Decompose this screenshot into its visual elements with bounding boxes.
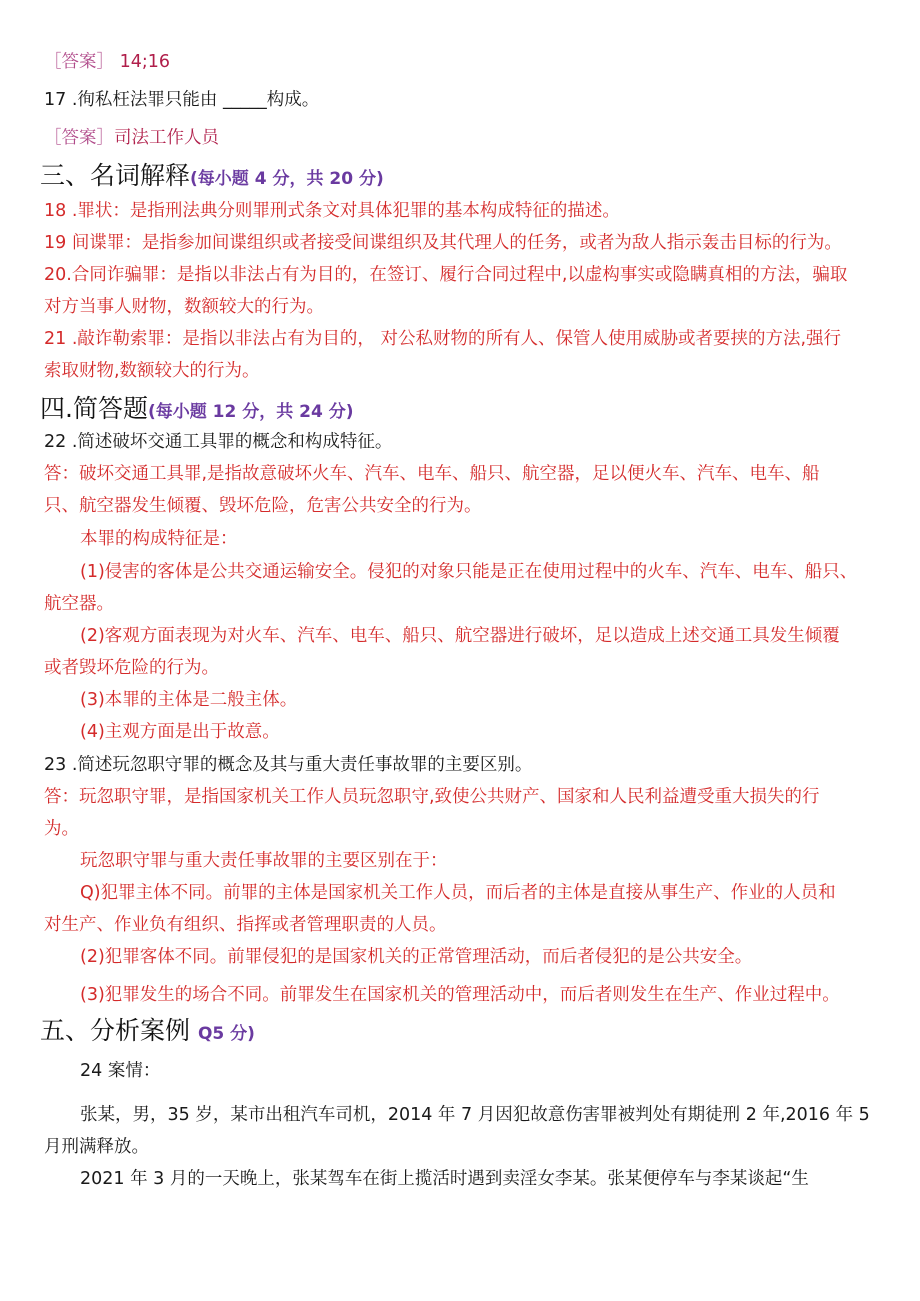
text-line-l08 [44, 295, 324, 319]
text-span: 或者毁坏危险的行为。 [44, 658, 219, 678]
text-line-l16 [80, 560, 857, 584]
text-span: 张某，男，35 岁，某市出租汽车司机，2014 年 7 月因犯故意伤害罪被判处有期徒刑 2 年,2016 年 5 [80, 1105, 870, 1125]
text-line-l34 [80, 1167, 809, 1191]
text-line-l02 [44, 88, 319, 112]
text-span: 21 .敲诈勒索罪：是指以非法占有为目的， 对公私财物的所有人、保管人使用威胁或者要挟的方法,强行 [44, 329, 842, 349]
text-line-l22 [44, 753, 532, 777]
text-span: 本罪的构成特征是： [80, 529, 238, 549]
text-span: 为。 [44, 819, 79, 839]
text-line-l23 [44, 785, 820, 809]
text-line-l19 [44, 656, 219, 680]
text-line-l06 [44, 231, 842, 255]
text-span: 玩忽职守罪与重大责任事故罪的主要区别在于： [80, 851, 448, 871]
text-line-l31 [80, 1059, 160, 1083]
text-span: 月刑满释放。 [44, 1137, 149, 1157]
text-span: 对生产、作业负有组织、指挥或者管理职责的人员。 [44, 915, 447, 935]
text-span: 14;16 [114, 52, 170, 72]
text-span: 只、航空器发生倾覆、毁坏危险，危害公共安全的行为。 [44, 496, 482, 516]
text-span: 答：玩忽职守罪，是指国家机关工作人员玩忽职守,致使公共财产、国家和人民利益遭受重大损失的行 [44, 787, 820, 807]
text-span: 三、名词解释 [40, 161, 191, 190]
text-line-l07 [44, 263, 847, 287]
text-span: (每小题 12 分，共 24 分) [147, 402, 354, 422]
text-line-l33 [44, 1135, 149, 1159]
text-line-l13 [44, 462, 820, 486]
text-line-l12 [44, 430, 392, 454]
text-span: ［答案］ [44, 52, 114, 72]
text-span: 20.合同诈骗罪：是指以非法占有为目的，在签订、履行合同过程中,以虚构事实或隐瞒真相的方法，骗取 [44, 265, 848, 285]
text-line-l17 [44, 592, 114, 616]
text-span: (4)主观方面是出于故意。 [80, 722, 280, 742]
text-line-l03 [44, 126, 219, 150]
text-span: Q5 分) [197, 1024, 255, 1044]
text-span: 对方当事人财物，数额较大的行为。 [44, 297, 324, 317]
text-line-l21 [80, 720, 280, 744]
text-line-l26 [80, 881, 836, 905]
text-line-l25 [80, 849, 448, 873]
text-line-l29 [80, 983, 840, 1007]
text-span: 五、分析案例 [40, 1016, 198, 1045]
text-span: ［答案］ [44, 128, 114, 148]
text-line-l20 [80, 688, 297, 712]
text-line-l10 [44, 359, 260, 383]
text-span: 四.简答题 [40, 394, 148, 423]
text-line-l11 [40, 393, 353, 428]
text-span: 22 .简述破坏交通工具罪的概念和构成特征。 [44, 432, 393, 452]
text-span: Q)犯罪主体不同。前罪的主体是国家机关工作人员，而后者的主体是直接从事生产、作业的人员和 [80, 883, 836, 903]
text-span: (2)客观方面表现为对火车、汽车、电车、船只、航空器进行破坏，足以造成上述交通工具发生倾覆 [80, 626, 840, 646]
text-span: 答：破坏交通工具罪,是指故意破坏火车、汽车、电车、船只、航空器，足以便火车、汽车、电车、船 [44, 464, 820, 484]
text-span: 18 .罪状：是指刑法典分则罪刑式条文对具体犯罪的基本构成特征的描述。 [44, 201, 620, 221]
text-span: 23 .简述玩忽职守罪的概念及其与重大责任事故罪的主要区别。 [44, 755, 533, 775]
text-span: 17 .徇私枉法罪只能由 _____构成。 [44, 90, 320, 110]
text-span: 司法工作人员 [114, 128, 219, 148]
text-span: (1)侵害的客体是公共交通运输安全。侵犯的对象只能是正在使用过程中的火车、汽车、电车、船只、 [80, 562, 858, 582]
text-span: 19 间谍罪：是指参加间谍组织或者接受间谍组织及其代理人的任务，或者为敌人指示轰击目标的行为。 [44, 233, 842, 253]
text-line-l14 [44, 494, 482, 518]
text-line-l28 [80, 945, 752, 969]
text-span: 24 案情： [80, 1061, 161, 1081]
text-span: 航空器。 [44, 594, 114, 614]
text-line-l15 [80, 527, 238, 551]
text-span: (3)本罪的主体是二般主体。 [80, 690, 298, 710]
text-line-l30 [40, 1015, 255, 1050]
text-span: 2021 年 3 月的一天晚上，张某驾车在街上揽活时遇到卖淫女李某。张某便停车与李某谈起“生 [80, 1169, 809, 1189]
text-line-l27 [44, 913, 447, 937]
text-line-l18 [80, 624, 840, 648]
text-line-l09 [44, 327, 841, 351]
text-line-l01 [44, 50, 170, 74]
text-line-l04 [40, 160, 384, 195]
text-span: (2)犯罪客体不同。前罪侵犯的是国家机关的正常管理活动，而后者侵犯的是公共安全。 [80, 947, 753, 967]
text-line-l24 [44, 817, 79, 841]
text-span: 索取财物,数额较大的行为。 [44, 361, 260, 381]
text-span: (每小题 4 分，共 20 分) [190, 169, 384, 189]
text-span: (3)犯罪发生的场合不同。前罪发生在国家机关的管理活动中，而后者则发生在生产、作业过程中。 [80, 985, 840, 1005]
text-line-l05 [44, 199, 620, 223]
text-line-l32 [80, 1103, 870, 1127]
